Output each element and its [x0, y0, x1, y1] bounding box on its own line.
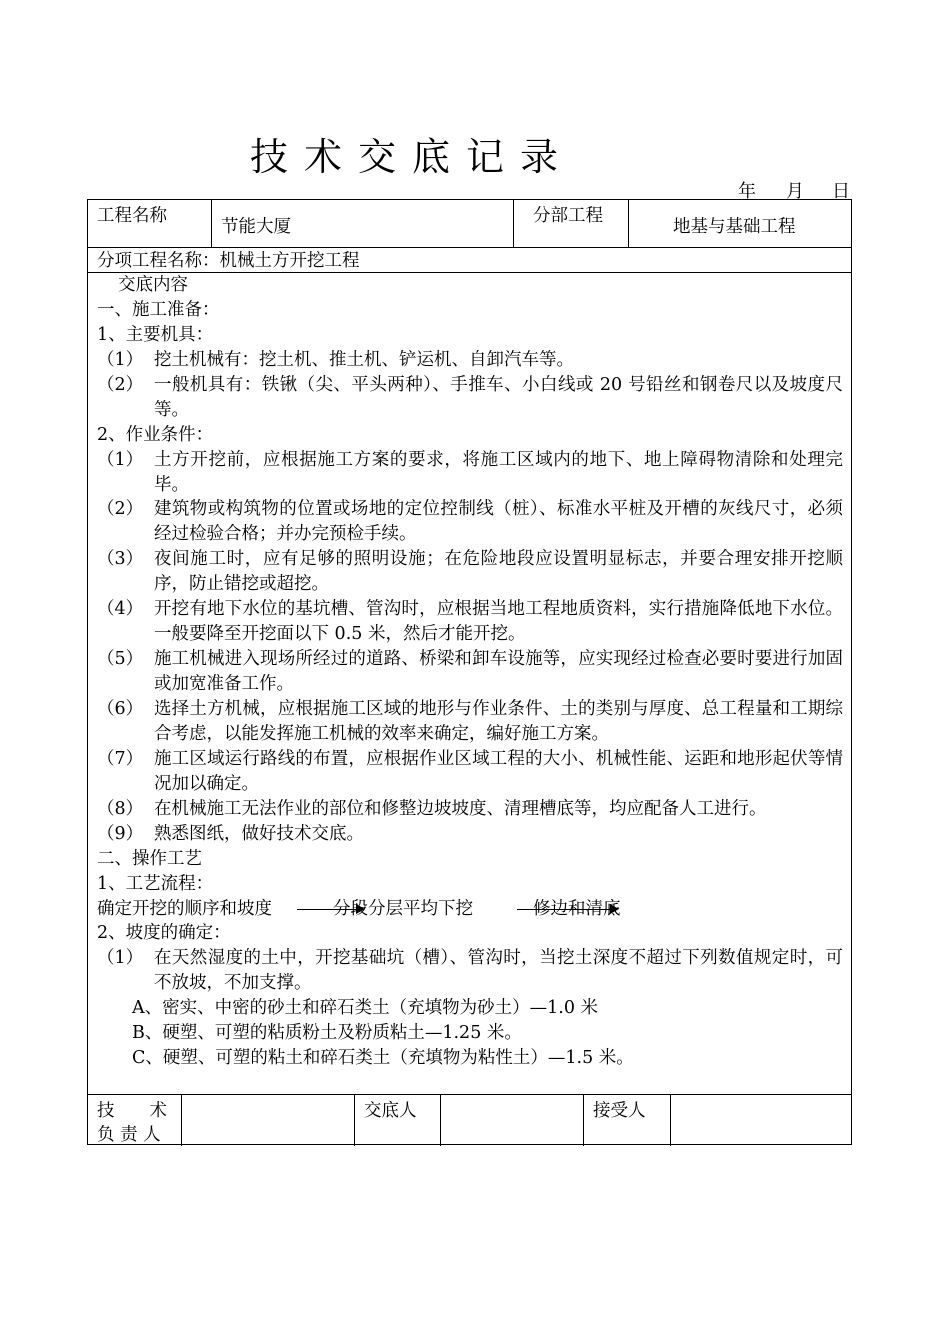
divider — [628, 200, 629, 247]
flow-step: 修边和清底 — [533, 899, 621, 919]
divider — [513, 200, 514, 247]
project-name-value: 节能大厦 — [221, 217, 291, 237]
division-label: 分部工程 — [533, 206, 603, 226]
slope-item: A、密实、中密的砂土和碎石类土（充填物为砂土）—1.0 米 — [132, 998, 599, 1018]
slope-item: C、硬塑、可塑的粘土和碎石类土（充填物为粘性土）—1.5 米。 — [132, 1048, 634, 1068]
list-item: （2） 建筑物或构筑物的位置或场地的定位控制线（桩）、标准水平桩及开槽的灰线尺寸，必须经过检验合格；并办完预检手续。 — [97, 499, 843, 544]
divider — [354, 1095, 355, 1146]
project-name-label: 工程名称 — [97, 206, 167, 226]
flow-step: 分段分层平均下挖 — [333, 899, 473, 919]
subsection-heading: 1、工艺流程： — [97, 874, 214, 894]
divider — [670, 1095, 671, 1146]
list-item: （3） 夜间施工时，应有足够的照明设施；在危险地段应设置明显标志，并要合理安排开挖顺序，防止错挖或超挖。 — [97, 549, 843, 594]
content-heading: 交底内容 — [118, 275, 188, 295]
list-item: （4） 开挖有地下水位的基坑槽、管沟时，应根据当地工程地质资料，实行措施降低地下水位。一般要降至开挖面以下 0.5 米，然后才能开挖。 — [97, 599, 843, 644]
list-item: （5） 施工机械进入现场所经过的道路、桥梁和卸车设施等，应实现经过检查必要时要进行加固或加宽准备工作。 — [97, 649, 843, 694]
tech-lead-label-top: 技 术 — [97, 1101, 167, 1121]
subsection-heading: 2、坡度的确定： — [97, 923, 231, 943]
list-item: （7） 施工区域运行路线的布置，应根据作业区域工程的大小、机械性能、运距和地形起伏等情况加以确定。 — [97, 749, 843, 794]
list-item: （6） 选择土方机械，应根据施工区域的地形与作业条件、土的类别与厚度、总工程量和工期综合考虑，以能发挥施工机械的效率来确定，编好施工方案。 — [97, 699, 843, 744]
list-item: （1） 挖土机械有：挖土机、推土机、铲运机、自卸汽车等。 — [97, 350, 574, 370]
subsection-heading: 2、作业条件： — [97, 425, 214, 445]
list-item: （2） 一般机具有：铁锹（尖、平头两种）、手推车、小白线或 20 号铅丝和钢卷尺以及坡度尺等。 — [97, 375, 843, 420]
list-item: （1） 在天然湿度的土中，开挖基础坑（槽）、管沟时，当挖土深度不超过下列数值规定时，可不放坡，不加支撑。 — [97, 948, 843, 993]
subitem-name: 分项工程名称：机械土方开挖工程 — [97, 251, 360, 271]
divider — [583, 1095, 584, 1146]
header-row — [88, 200, 851, 248]
signature-row — [88, 1094, 851, 1146]
subsection-heading: 1、主要机具： — [97, 325, 214, 345]
date-year: 年 — [738, 181, 756, 202]
subitem-row — [88, 247, 851, 273]
section-heading: 二、操作工艺 — [97, 849, 202, 869]
date-month: 月 — [786, 181, 804, 202]
date-day: 日 — [832, 181, 850, 202]
flow-step: 确定开挖的顺序和坡度 — [97, 899, 272, 919]
page-title: 技术交底记录 — [250, 135, 575, 179]
division-value: 地基与基础工程 — [673, 217, 796, 237]
tech-lead-label-bottom: 负 责 人 — [97, 1125, 161, 1145]
list-item: （1） 土方开挖前，应根据施工方案的要求，将施工区域内的地下、地上障碍物清除和处理完毕。 — [97, 450, 843, 495]
divider — [211, 200, 212, 247]
list-item: （9） 熟悉图纸，做好技术交底。 — [97, 824, 364, 844]
section-heading: 一、施工准备： — [97, 300, 220, 320]
content-body — [88, 272, 851, 1092]
divider — [181, 1095, 182, 1146]
record-table — [87, 199, 852, 1145]
presenter-label: 交底人 — [364, 1101, 417, 1121]
list-item: （8） 在机械施工无法作业的部位和修整边坡坡度、清理槽底等，均应配备人工进行。 — [97, 799, 767, 819]
divider — [440, 1095, 441, 1146]
slope-item: B、硬塑、可塑的粘质粉土及粉质粘土—1.25 米。 — [132, 1023, 522, 1043]
receiver-label: 接受人 — [593, 1101, 646, 1121]
